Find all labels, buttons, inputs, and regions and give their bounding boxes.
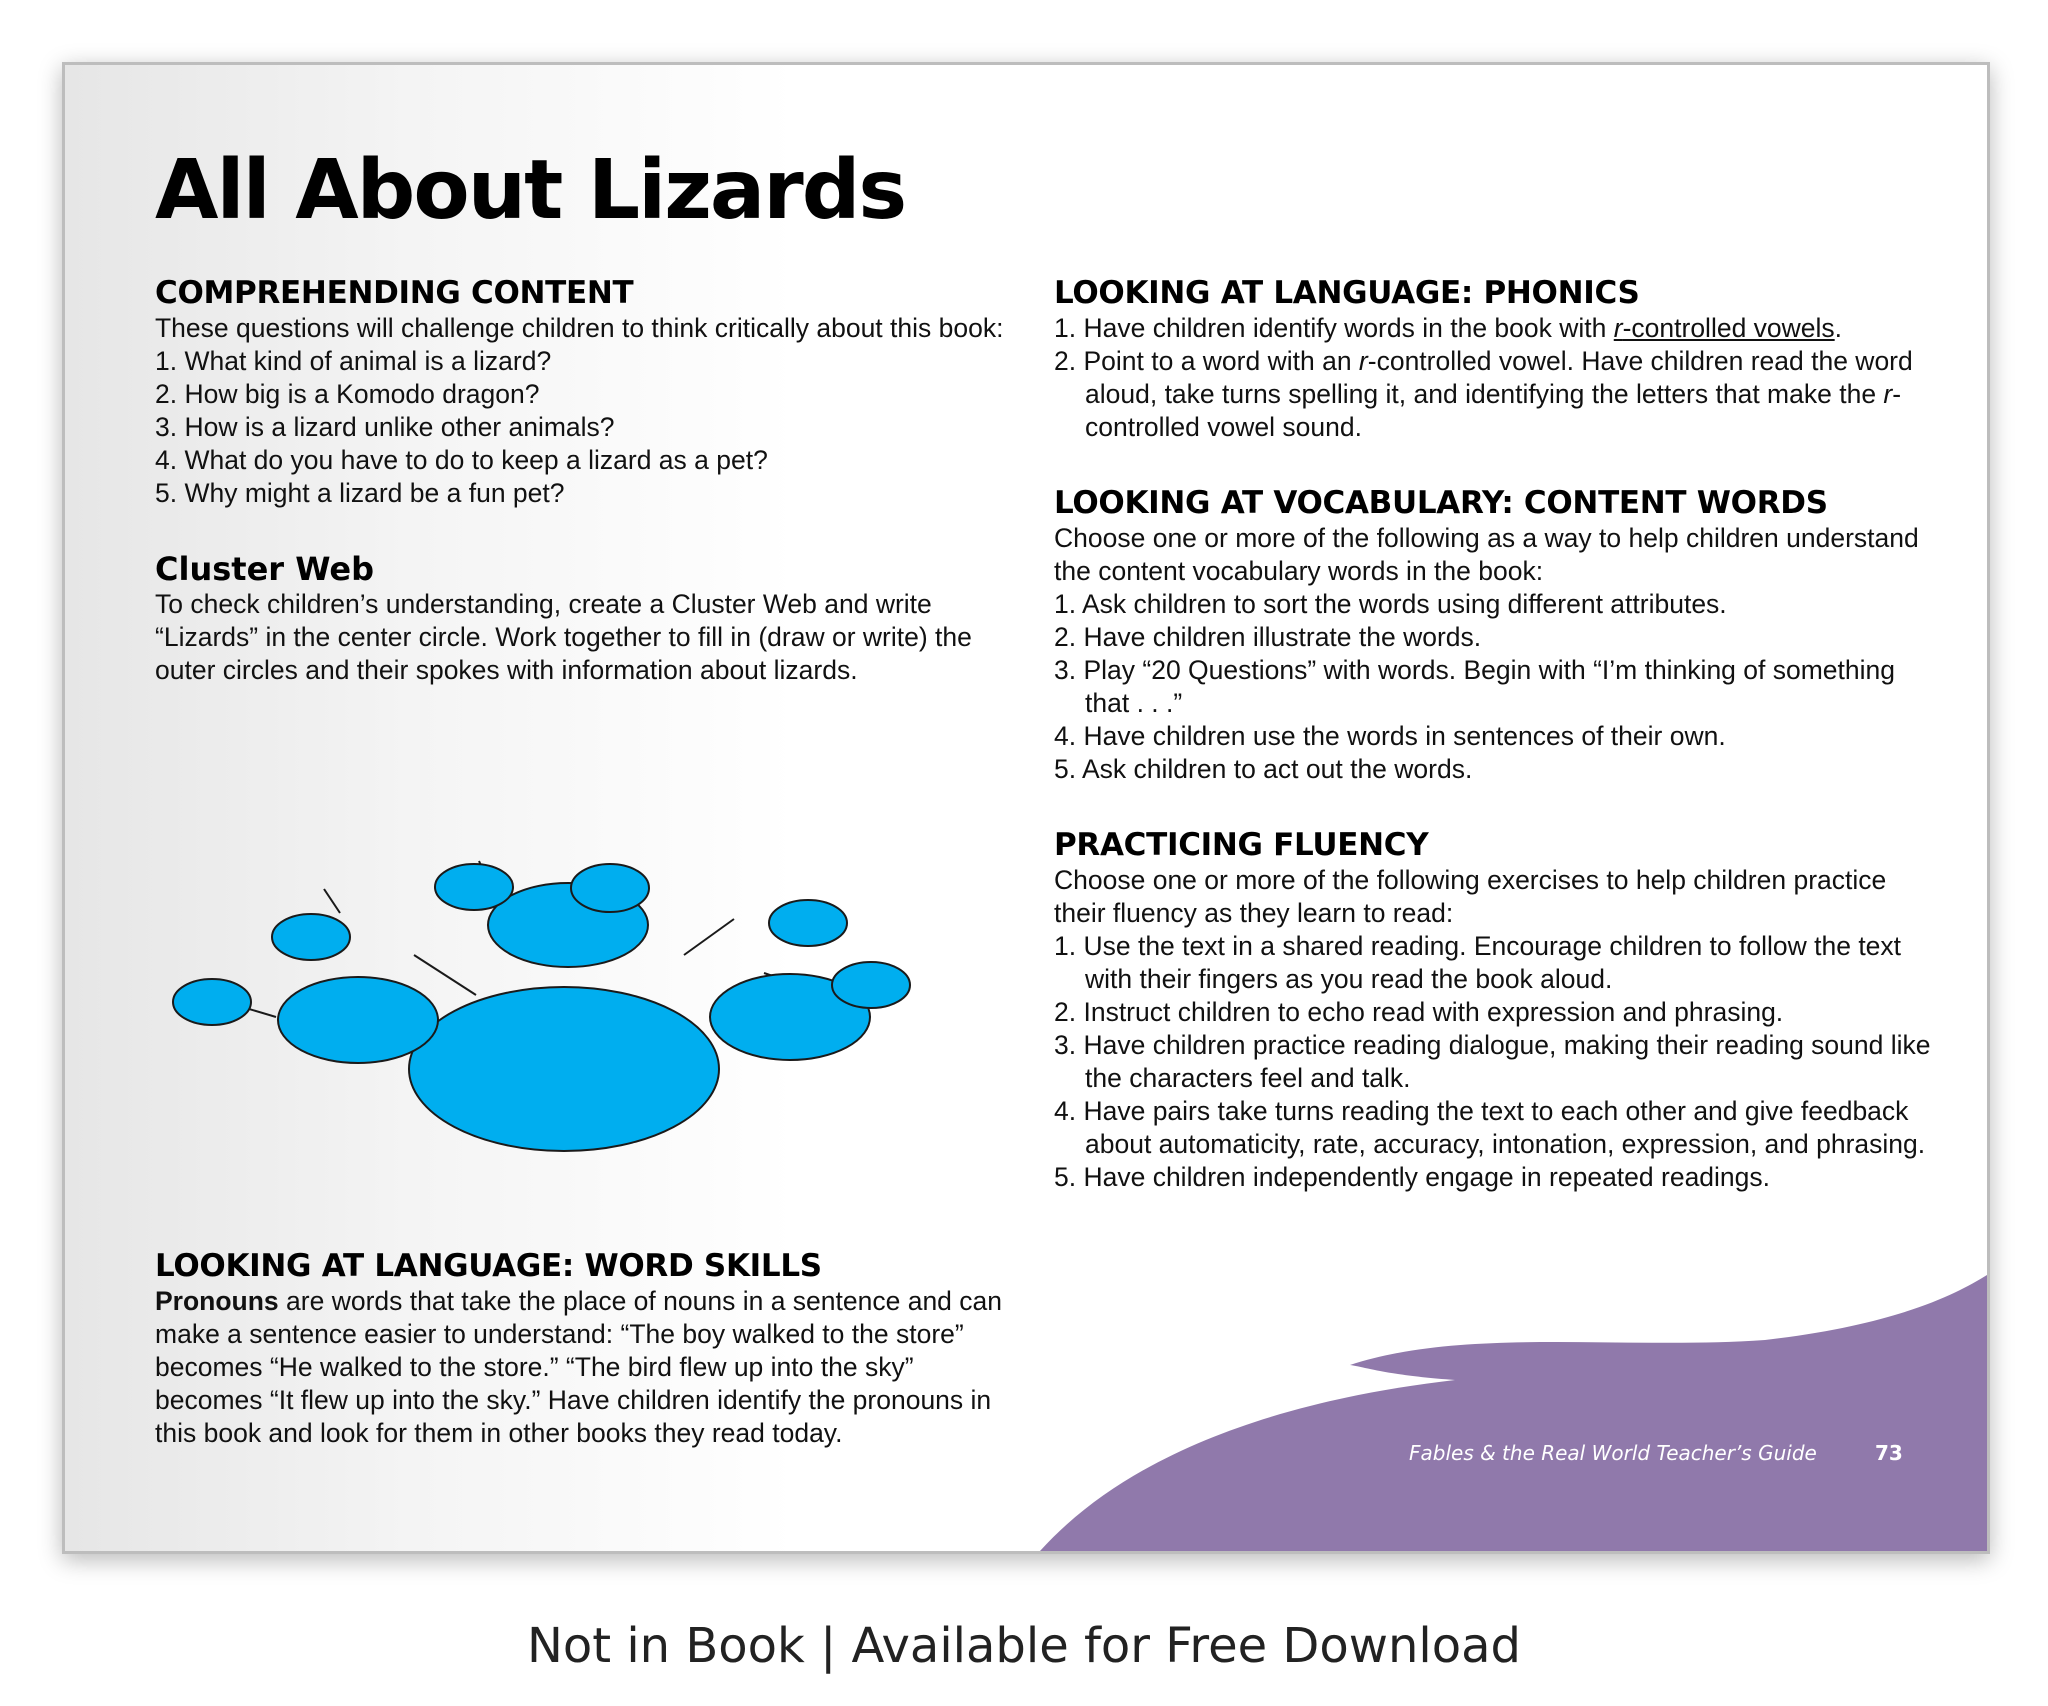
- list-item: 5. Have children independently engage in repeated readings.: [1054, 1162, 1771, 1192]
- vocabulary-heading: LOOKING AT VOCABULARY: CONTENT WORDS: [1054, 485, 1828, 521]
- word-skills-section: [155, 1247, 1015, 1450]
- worksheet-page: [62, 62, 1990, 1554]
- list-item: 3. Play “20 Questions” with words. Begin with “I’m thinking of something that . . .”: [1054, 655, 1896, 718]
- cluster-web-heading: Cluster Web: [155, 550, 374, 588]
- guide-title-footer: Fables & the Real World Teacher’s Guide: [1409, 1441, 1817, 1465]
- vocabulary-section: [1054, 484, 1934, 786]
- fluency-section: [1054, 826, 1934, 1194]
- fluency-heading: PRACTICING FLUENCY: [1054, 827, 1429, 863]
- phonics-heading: LOOKING AT LANGUAGE: PHONICS: [1054, 275, 1640, 311]
- spoke-circle: [571, 864, 649, 912]
- list-item: 2. Have children illustrate the words.: [1054, 622, 1482, 652]
- cluster-web-section: [155, 550, 1015, 687]
- phonics-list: [1054, 312, 1934, 444]
- comprehending-question-list: [155, 345, 1015, 510]
- phonics-item1-text: 1. Have children identify words in the book with: [1054, 313, 1614, 343]
- spoke-circle: [272, 914, 350, 960]
- vocabulary-list: [1054, 588, 1934, 786]
- r-letter: r: [1883, 379, 1893, 409]
- list-item: [1054, 312, 1934, 345]
- word-skills-heading: LOOKING AT LANGUAGE: WORD SKILLS: [155, 1248, 822, 1284]
- fluency-list: [1054, 930, 1934, 1194]
- list-item: 4. Have children use the words in sentences of their own.: [1054, 721, 1726, 751]
- word-skills-text: [155, 1285, 1015, 1450]
- spoke-circle: [435, 864, 513, 910]
- list-item: 2. Instruct children to echo read with expression and phrasing.: [1054, 997, 1784, 1027]
- phonics-item2-text: -controlled vowel. Have children read the word aloud, take turns spelling it, and identifying the letters that make the: [1085, 346, 1913, 409]
- pronouns-term: Pronouns: [155, 1286, 279, 1316]
- word-skills-body: are words that take the place of nouns in a sentence and can make a sentence easier to understand: “The boy walked to the store” becomes “He walked to the store.” “The bird flew up into the sky” becomes “It flew up into the sky.” Have children identify the pronouns in this book and look for them in other books they read today.: [155, 1286, 1003, 1448]
- download-banner[interactable]: Not in Book | Available for Free Download: [526, 1618, 1521, 1674]
- spoke-circle: [173, 979, 251, 1025]
- center-circle: [409, 987, 719, 1151]
- list-item: 2. How big is a Komodo dragon?: [155, 379, 540, 409]
- list-item: 3. Have children practice reading dialogue, making their reading sound like the characters feel and talk.: [1054, 1030, 1931, 1093]
- list-item: 1. Use the text in a shared reading. Encourage children to follow the text with their fingers as you read the book aloud.: [1054, 931, 1902, 994]
- list-item: 4. What do you have to do to keep a lizard as a pet?: [155, 445, 768, 475]
- r-letter: r: [1613, 313, 1623, 343]
- spoke-circle: [832, 962, 910, 1008]
- comprehending-intro: These questions will challenge children to think critically about this book:: [155, 313, 1004, 343]
- phonics-item1-suffix: .: [1834, 313, 1843, 343]
- phonics-item2-text: -controlled vowel sound.: [1085, 379, 1902, 442]
- cluster-web-diagram: [154, 795, 974, 1195]
- vocabulary-intro: Choose one or more of the following as a way to help children understand the content vocabulary words in the book:: [1054, 523, 1919, 586]
- list-item: 4. Have pairs take turns reading the text to each other and give feedback about automaticity, rate, accuracy, intonation, expression, and phrasing.: [1054, 1096, 1926, 1159]
- list-item: 1. What kind of animal is a lizard?: [155, 346, 552, 376]
- phonics-section: [1054, 274, 1934, 444]
- list-item: 5. Ask children to act out the words.: [1054, 754, 1473, 784]
- page-number: 73: [1875, 1441, 1903, 1465]
- link-text: -controlled vowels: [1622, 313, 1835, 343]
- comprehending-heading: COMPREHENDING CONTENT: [155, 275, 634, 311]
- list-item: [1054, 345, 1934, 444]
- list-item: 1. Ask children to sort the words using different attributes.: [1054, 589, 1727, 619]
- r-controlled-vowels-link[interactable]: [1614, 313, 1835, 343]
- fluency-intro: Choose one or more of the following exercises to help children practice their fluency as they learn to read:: [1054, 865, 1887, 928]
- page-title: All About Lizards: [155, 143, 906, 238]
- list-item: 3. How is a lizard unlike other animals?: [155, 412, 615, 442]
- phonics-item2-text: 2. Point to a word with an: [1054, 346, 1359, 376]
- cluster-web-text: To check children’s understanding, create a Cluster Web and write “Lizards” in the center circle. Work together to fill in (draw or write) the outer circles and their spokes with information about lizards.: [155, 589, 972, 685]
- outer-circle-left: [278, 977, 438, 1063]
- list-item: 5. Why might a lizard be a fun pet?: [155, 478, 565, 508]
- left-column: [155, 274, 1015, 687]
- spoke-circle: [769, 900, 847, 946]
- r-letter: r: [1358, 346, 1368, 376]
- comprehending-section: [155, 274, 1015, 510]
- right-column: [1054, 274, 1934, 1194]
